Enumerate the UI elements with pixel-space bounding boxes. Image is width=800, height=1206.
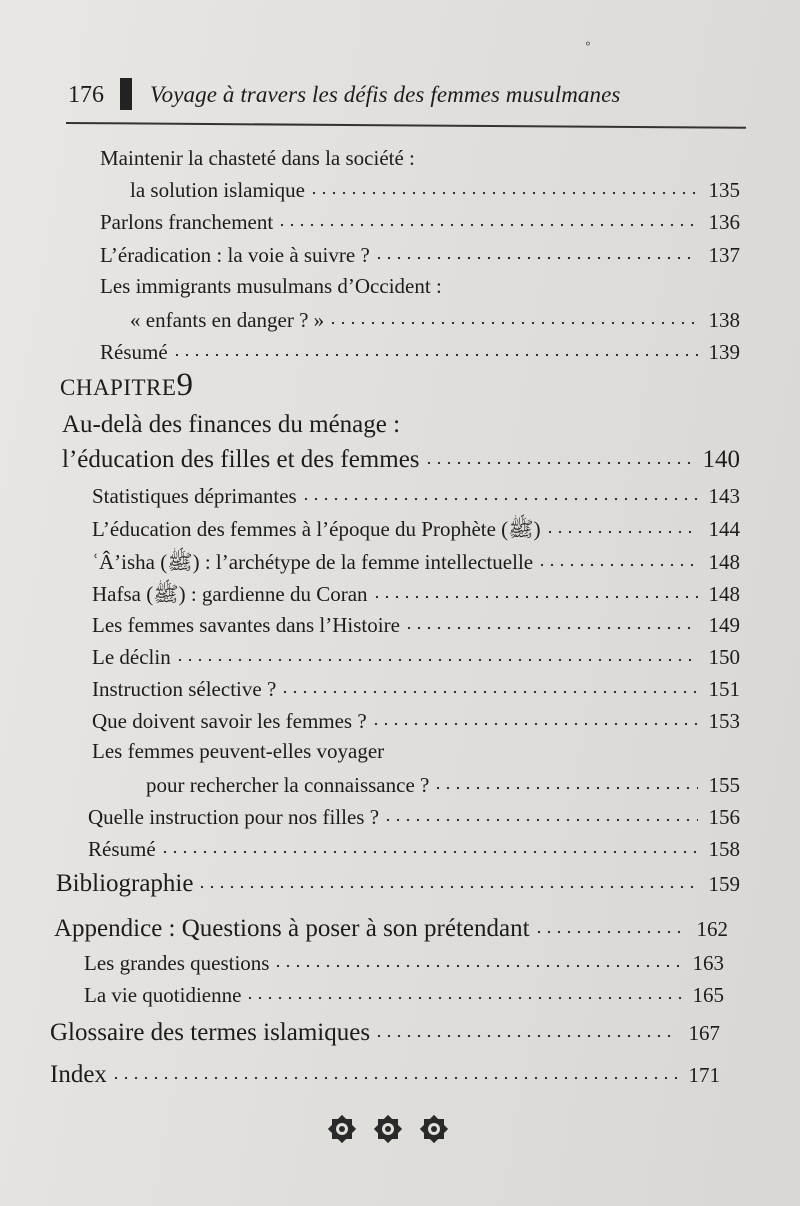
toc-entry-title: Instruction sélective ?: [92, 677, 277, 701]
stray-mark: ⸰: [585, 39, 591, 50]
geometric-star-ornament-icon: [371, 1112, 405, 1146]
toc-entry-title: l’éducation des filles et des femmes: [62, 446, 420, 473]
toc-entry-title: La vie quotidienne: [84, 983, 242, 1007]
dot-leader: [404, 626, 698, 630]
toc-entry-title: L’éducation des femmes à l’époque du Prophète (ﷺ): [92, 517, 541, 541]
toc-page-number: 138: [708, 308, 740, 332]
toc-entry-immigrants: [130, 308, 740, 338]
dot-leader: [537, 563, 698, 567]
dot-leader: [374, 256, 698, 260]
dot-leader: [280, 690, 698, 694]
toc-page-number: 140: [702, 446, 740, 473]
dot-leader: [111, 1076, 678, 1080]
toc-page-number: 137: [708, 243, 740, 267]
toc-entry-aisha: [92, 549, 740, 579]
dot-leader: [273, 964, 682, 968]
toc-page-number: 167: [688, 1021, 720, 1045]
toc-entry-stats: [92, 484, 740, 514]
toc-entry-hafsa: [92, 581, 740, 611]
toc-entry-title: Le déclin: [92, 645, 171, 669]
toc-page-number: 163: [692, 951, 724, 975]
running-title: Voyage à travers les défis des femmes musulmanes: [150, 82, 621, 107]
dot-leader: [245, 996, 682, 1000]
toc-page-number: 139: [708, 340, 740, 364]
toc-entry-selective: [92, 677, 740, 707]
toc-entry-quotidienne: [84, 983, 724, 1013]
toc-entry-title: Hafsa (ﷺ) : gardienne du Coran: [92, 582, 368, 606]
toc-entry-eradication: [100, 243, 740, 273]
toc-page-number: 162: [696, 917, 728, 941]
dot-leader: [374, 1034, 678, 1038]
toc-entry-glossaire: [50, 1019, 720, 1053]
toc-entry-title: Bibliographie: [56, 870, 194, 897]
toc-page-number: 135: [708, 178, 740, 202]
dot-leader: [424, 461, 695, 465]
toc-entry-title: Résumé: [100, 340, 168, 364]
toc-entry-grandes: [84, 951, 724, 981]
toc-page-number: 143: [708, 484, 740, 508]
toc-entry-appendice: [54, 915, 728, 949]
toc-entry-chastete-line1: Maintenir la chasteté dans la société :: [100, 146, 415, 170]
toc-entry-title: Statistiques déprimantes: [92, 484, 297, 508]
toc-entry-title: Appendice : Questions à poser à son prétendant: [54, 915, 530, 942]
toc-page-number: 148: [708, 582, 740, 606]
toc-entry-title: Les grandes questions: [84, 951, 270, 975]
toc-entry-resume-8: [100, 340, 740, 370]
toc-entry-title: Que doivent savoir les femmes ?: [92, 709, 367, 733]
toc-entry-title: Quelle instruction pour nos filles ?: [88, 805, 380, 829]
toc-page-number: 150: [708, 645, 740, 669]
toc-entry-title: Parlons franchement: [100, 210, 274, 234]
dot-leader: [383, 818, 698, 822]
dot-leader: [197, 885, 698, 889]
chapter-title-line1: Au-delà des finances du ménage :: [62, 411, 401, 438]
dot-leader: [433, 786, 698, 790]
toc-entry-title: Les femmes savantes dans l’Histoire: [92, 613, 400, 637]
toc-page-number: 148: [708, 550, 740, 574]
dot-leader: [545, 530, 698, 534]
dot-leader: [175, 658, 698, 662]
page-number: 176: [68, 82, 104, 108]
end-ornament: [325, 1112, 451, 1146]
toc-entry-title: Index: [50, 1061, 107, 1088]
dot-leader: [309, 191, 698, 195]
toc-entry-savoir: [92, 709, 740, 739]
dot-leader: [372, 595, 698, 599]
toc-entry-title: pour rechercher la connaissance ?: [146, 773, 430, 797]
toc-entry-title: Résumé: [88, 837, 156, 861]
toc-page-number: 136: [708, 210, 740, 234]
dot-leader: [172, 353, 698, 357]
toc-entry-title: L’éradication : la voie à suivre ?: [100, 243, 370, 267]
toc-entry-title: « enfants en danger ? »: [130, 308, 325, 332]
toc-page-number: 153: [708, 709, 740, 733]
toc-entry-bibliographie: [56, 870, 740, 904]
toc-entry-declin: [92, 645, 740, 675]
toc-page-number: 165: [692, 983, 724, 1007]
toc-page-number: 144: [708, 517, 740, 541]
toc-entry-prophete: [92, 516, 740, 546]
toc-page-number: 158: [708, 837, 740, 861]
toc-entry-title: Glossaire des termes islamiques: [50, 1019, 371, 1046]
toc-page-number: 151: [708, 677, 740, 701]
toc-page-number: 155: [708, 773, 740, 797]
toc-entry-immigrants-line1: Les immigrants musulmans d’Occident :: [100, 274, 442, 298]
toc-entry-savantes: [92, 613, 740, 643]
header-bar-icon: [120, 78, 132, 110]
toc-page-number: 149: [708, 613, 740, 637]
toc-entry-resume-9: [88, 837, 740, 867]
toc-page-number: 171: [688, 1063, 720, 1087]
toc-entry-filles: [88, 805, 740, 835]
toc-page-number: 156: [708, 805, 740, 829]
page-header: [68, 78, 748, 118]
chapter-number: 9: [176, 367, 193, 403]
geometric-star-ornament-icon: [325, 1112, 359, 1146]
geometric-star-ornament-icon: [417, 1112, 451, 1146]
toc-entry-title: ʿÂ’isha (ﷺ) : l’archétype de la femme intellectuelle: [92, 550, 534, 574]
dot-leader: [301, 497, 698, 501]
toc-entry-voyager: [146, 773, 740, 803]
toc-entry-franchement: [100, 210, 740, 240]
toc-entry-title: la solution islamique: [130, 178, 305, 202]
toc-entry-chastete: [130, 178, 740, 208]
dot-leader: [371, 722, 698, 726]
dot-leader: [160, 850, 698, 854]
toc-entry-index: [50, 1061, 720, 1095]
dot-leader: [328, 321, 698, 325]
dot-leader: [277, 223, 698, 227]
dot-leader: [534, 930, 686, 934]
header-rule: [66, 122, 746, 129]
chapter-word: CHAPITRE: [60, 375, 177, 400]
toc-entry-voyager-line1: Les femmes peuvent-elles voyager: [92, 739, 385, 763]
chapter-heading: [60, 367, 193, 404]
chapter-title-entry: [62, 446, 740, 480]
toc-page-number: 159: [708, 872, 740, 896]
